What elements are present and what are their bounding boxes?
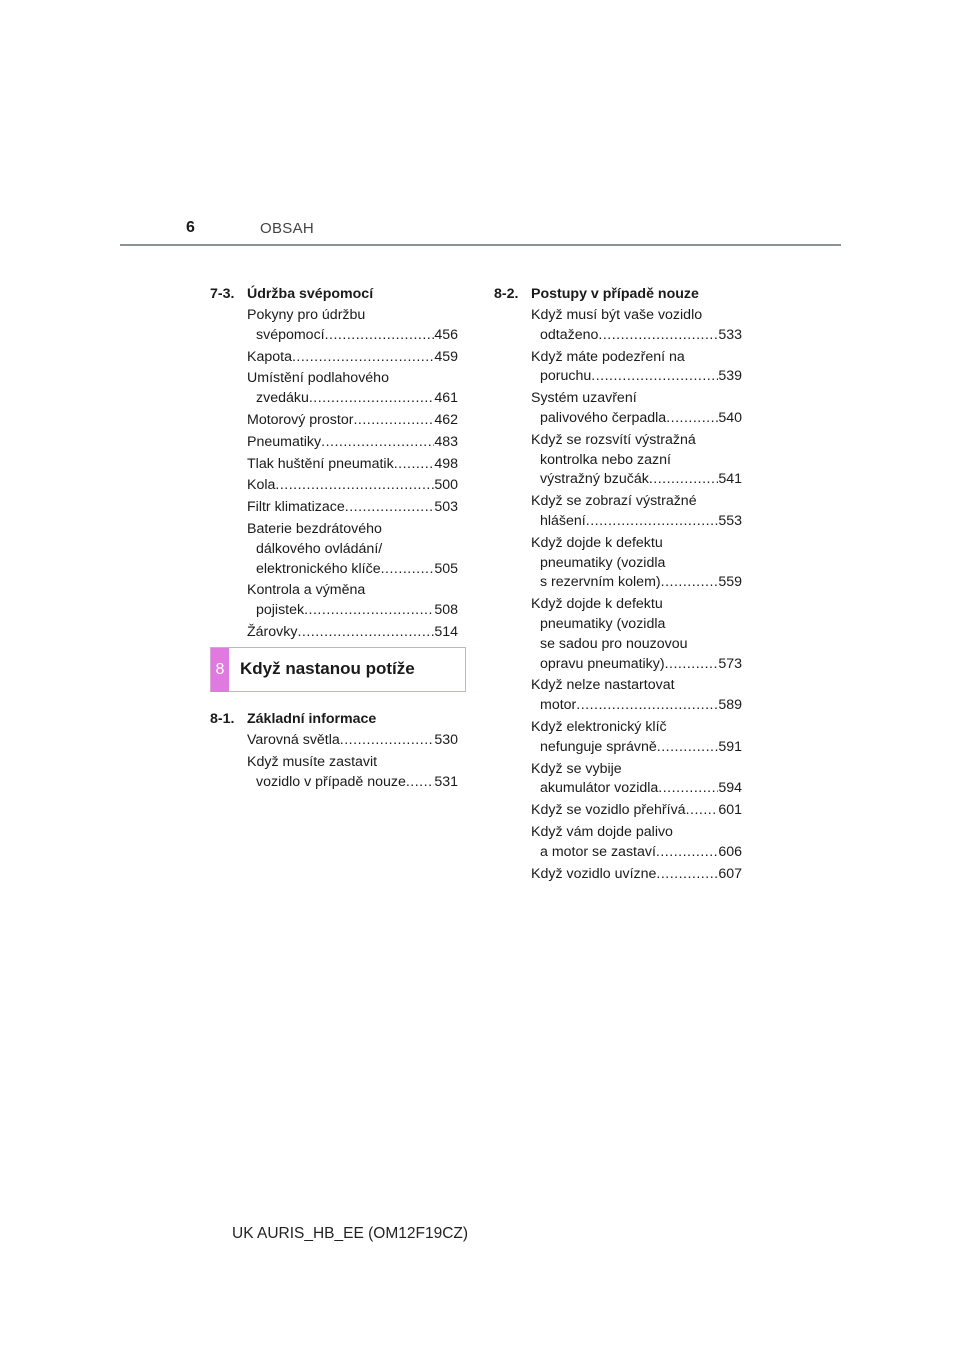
toc-entry[interactable] bbox=[247, 623, 458, 643]
toc-entry-text: výstražný bzučák bbox=[540, 471, 649, 488]
section-number: 7-3. bbox=[210, 286, 235, 302]
chapter-number-tab: 8 bbox=[211, 648, 229, 692]
toc-dot-leader bbox=[325, 326, 435, 346]
toc-entry-text-line: Baterie bezdrátového bbox=[247, 520, 382, 537]
toc-page-number: 594 bbox=[718, 780, 742, 797]
toc-entry-text-line: Když se vybije bbox=[531, 760, 622, 777]
toc-entry-text: elektronického klíče bbox=[256, 560, 381, 577]
section-number: 8-1. bbox=[210, 711, 235, 727]
toc-entry[interactable] bbox=[247, 498, 458, 518]
toc-page-number: 500 bbox=[434, 477, 458, 494]
toc-entry[interactable] bbox=[531, 801, 742, 821]
toc-page-number: 589 bbox=[718, 697, 742, 714]
toc-page-number: 503 bbox=[434, 499, 458, 516]
toc-dot-leader bbox=[275, 476, 434, 496]
section-title: Postupy v případě nouze bbox=[531, 286, 699, 302]
toc-entry[interactable] bbox=[531, 431, 742, 490]
toc-entry-text-line: Umístění podlahového bbox=[247, 370, 389, 387]
toc-entry[interactable] bbox=[531, 306, 742, 346]
toc-dot-leader bbox=[686, 801, 719, 821]
toc-dot-leader bbox=[345, 498, 435, 518]
toc-entry-text-line: Když dojde k defektu bbox=[531, 534, 663, 551]
toc-entry[interactable] bbox=[247, 455, 458, 475]
toc-entry-text-line: Pokyny pro údržbu bbox=[247, 307, 366, 323]
toc-entry[interactable] bbox=[247, 411, 458, 431]
toc-entry-text: Kola bbox=[247, 477, 276, 494]
toc-entry-text: svépomocí bbox=[256, 326, 325, 343]
toc-entry[interactable] bbox=[531, 718, 742, 758]
toc-dot-leader bbox=[576, 696, 718, 716]
page-header-title: OBSAH bbox=[260, 220, 315, 237]
toc-entry-text: Když se vozidlo přehřívá bbox=[531, 802, 686, 819]
toc-entry-text: Filtr klimatizace bbox=[247, 499, 345, 516]
toc-entry[interactable] bbox=[531, 676, 742, 716]
toc-entry-text: Pneumatiky bbox=[247, 433, 322, 450]
toc-entry[interactable] bbox=[247, 753, 458, 793]
toc-entry-text: Když vozidlo uvízne bbox=[531, 865, 657, 882]
toc-column-left-lower bbox=[210, 710, 458, 794]
toc-entry-text-line: Systém uzavření bbox=[531, 390, 637, 407]
toc-page-number: 530 bbox=[434, 732, 458, 748]
toc-entry-text-line: Když dojde k defektu bbox=[531, 596, 663, 613]
toc-entry-text-line: dálkového ovládání/ bbox=[256, 540, 383, 557]
toc-page-number: 591 bbox=[718, 738, 742, 755]
toc-dot-leader bbox=[321, 433, 434, 453]
toc-entry-text: motor bbox=[540, 697, 577, 714]
toc-dot-leader bbox=[394, 455, 435, 475]
toc-entry-text: akumulátor vozidla bbox=[540, 780, 659, 797]
toc-entry-text: Žárovky bbox=[247, 623, 298, 640]
toc-entry[interactable] bbox=[247, 476, 458, 496]
chapter-title: Když nastanou potíže bbox=[240, 659, 415, 678]
toc-entry[interactable] bbox=[531, 389, 742, 429]
toc-entry-text: odtaženo bbox=[540, 326, 599, 343]
toc-entry-text: nefunguje správně bbox=[540, 738, 657, 755]
toc-entry-text-line: Když musí být vaše vozidlo bbox=[531, 307, 703, 323]
toc-entry-text-line: Když elektronický klíč bbox=[531, 718, 667, 735]
toc-entry-text-line: Kontrola a výměna bbox=[247, 582, 366, 599]
toc-section-heading bbox=[210, 285, 458, 305]
toc-entry-text-line: Když se zobrazí výstražné bbox=[531, 493, 697, 510]
toc-column-right bbox=[494, 285, 742, 886]
toc-entry[interactable] bbox=[531, 760, 742, 800]
toc-entry[interactable] bbox=[247, 348, 458, 368]
toc-entry-text: zvedáku bbox=[256, 390, 309, 407]
toc-entry[interactable] bbox=[531, 595, 742, 674]
toc-entry-text-line: Když máte podezření na bbox=[531, 348, 685, 365]
toc-entry-text: Tlak huštění pneumatik bbox=[247, 455, 394, 472]
toc-page-number: 508 bbox=[434, 602, 458, 619]
toc-page-number: 541 bbox=[718, 471, 742, 488]
toc-column-left bbox=[210, 285, 458, 645]
toc-dot-leader bbox=[656, 865, 718, 885]
document-footer-id: UK AURIS_HB_EE (OM12F19CZ) bbox=[232, 1225, 469, 1242]
toc-entry-text-line: pneumatiky (vozidla bbox=[540, 554, 666, 571]
toc-entry[interactable] bbox=[531, 534, 742, 593]
toc-entry[interactable] bbox=[531, 865, 742, 885]
toc-dot-leader bbox=[297, 623, 434, 643]
toc-section-heading bbox=[210, 710, 458, 730]
toc-entry[interactable] bbox=[531, 492, 742, 532]
toc-page-number: 533 bbox=[718, 326, 742, 343]
toc-page-number: 459 bbox=[434, 348, 458, 365]
toc-entry[interactable] bbox=[247, 520, 458, 579]
toc-page-number: 483 bbox=[434, 433, 458, 450]
toc-entry-text: pojistek bbox=[256, 602, 305, 619]
toc-entry-text-line: se sadou pro nouzovou bbox=[540, 635, 688, 652]
toc-dot-leader bbox=[309, 389, 434, 409]
toc-page-number: 539 bbox=[718, 368, 742, 385]
toc-dot-leader bbox=[304, 601, 434, 621]
toc-dot-leader bbox=[406, 773, 434, 793]
toc-page-number: 505 bbox=[434, 560, 458, 577]
toc-entry[interactable] bbox=[531, 348, 742, 388]
toc-entry-text: Varovná světla bbox=[247, 732, 340, 748]
section-title: Údržba svépomocí bbox=[247, 286, 374, 302]
toc-dot-leader bbox=[665, 655, 719, 675]
toc-entry-text: a motor se zastaví bbox=[540, 843, 656, 860]
toc-entry[interactable] bbox=[247, 306, 458, 346]
toc-page-number: 607 bbox=[718, 865, 742, 882]
toc-page-number: 601 bbox=[718, 802, 742, 819]
toc-page-number: 456 bbox=[434, 326, 458, 343]
toc-dot-leader bbox=[591, 367, 718, 387]
toc-page-number: 540 bbox=[718, 409, 742, 426]
toc-dot-leader bbox=[292, 348, 434, 368]
toc-entry-text: hlášení bbox=[540, 512, 586, 529]
section-title: Základní informace bbox=[247, 711, 377, 727]
toc-dot-leader bbox=[598, 326, 718, 346]
toc-entry[interactable] bbox=[247, 581, 458, 621]
toc-dot-leader bbox=[656, 843, 718, 863]
toc-page-number: 553 bbox=[718, 512, 742, 529]
toc-entry-text: vozidlo v případě nouze bbox=[256, 773, 406, 790]
toc-dot-leader bbox=[666, 409, 718, 429]
toc-entry[interactable] bbox=[531, 823, 742, 863]
toc-entry-text: s rezervním kolem) bbox=[540, 574, 661, 591]
toc-dot-leader bbox=[661, 573, 719, 593]
toc-entry-text: Kapota bbox=[247, 348, 292, 365]
toc-dot-leader bbox=[657, 738, 719, 758]
toc-entry-text-line: Když se rozsvítí výstražná bbox=[531, 431, 696, 448]
toc-page-number: 462 bbox=[434, 411, 458, 428]
toc-page-number: 531 bbox=[434, 773, 458, 790]
toc-entry[interactable] bbox=[247, 369, 458, 409]
toc-page-number: 559 bbox=[718, 574, 742, 591]
page-number: 6 bbox=[186, 219, 195, 236]
toc-entry[interactable] bbox=[247, 433, 458, 453]
toc-page-number: 573 bbox=[718, 655, 742, 672]
toc-entry-text: opravu pneumatiky) bbox=[540, 655, 665, 672]
toc-section-heading bbox=[494, 285, 742, 305]
toc-dot-leader bbox=[586, 512, 719, 532]
toc-entry-text-line: Když musíte zastavit bbox=[247, 753, 378, 770]
toc-entry-text: palivového čerpadla bbox=[540, 409, 667, 426]
toc-entry-text: Motorový prostor bbox=[247, 411, 354, 428]
section-number: 8-2. bbox=[494, 286, 519, 302]
toc-entry-text-line: pneumatiky (vozidla bbox=[540, 615, 666, 632]
toc-page-number: 498 bbox=[434, 455, 458, 472]
toc-entry-text-line: kontrolka nebo zazní bbox=[540, 451, 671, 468]
toc-page-number: 514 bbox=[434, 623, 458, 640]
toc-page-number: 606 bbox=[718, 843, 742, 860]
toc-page-number: 461 bbox=[434, 390, 458, 407]
toc-dot-leader bbox=[340, 731, 435, 751]
toc-dot-leader bbox=[381, 560, 435, 580]
toc-entry-text: poruchu bbox=[540, 368, 592, 385]
toc-dot-leader bbox=[658, 779, 718, 799]
chapter-banner bbox=[210, 647, 466, 692]
toc-entry-text-line: Když nelze nastartovat bbox=[531, 677, 675, 694]
toc-dot-leader bbox=[353, 411, 434, 431]
toc-entry-text-line: Když vám dojde palivo bbox=[531, 823, 673, 840]
toc-entry[interactable] bbox=[247, 731, 458, 751]
header-divider bbox=[120, 244, 841, 246]
toc-dot-leader bbox=[649, 470, 719, 490]
